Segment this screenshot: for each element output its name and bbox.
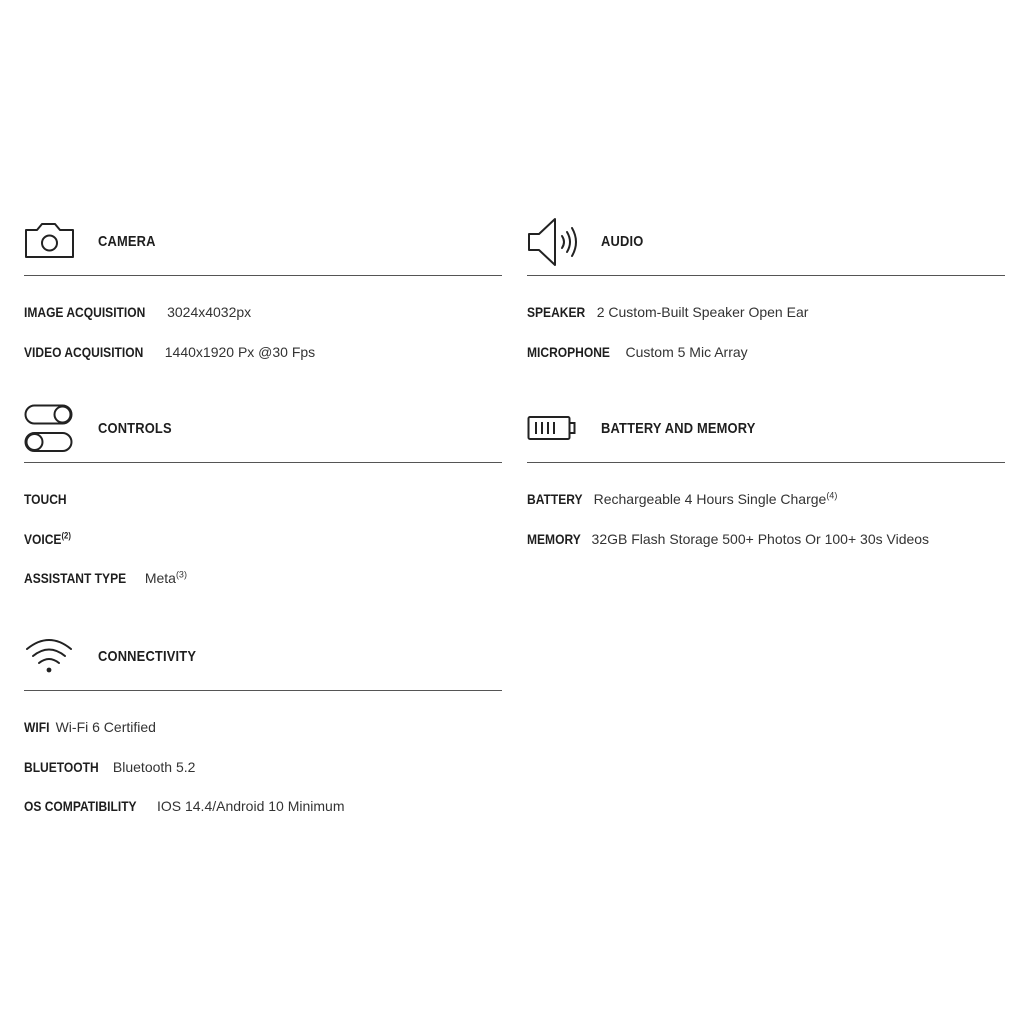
camera-icon [24, 217, 76, 267]
spec-value-text: Meta [144, 570, 176, 586]
spec-value: Bluetooth 5.2 [112, 758, 196, 775]
spec-row [24, 719, 502, 759]
spec-row [24, 491, 502, 531]
footnote-marker: (2) [61, 529, 71, 540]
spec-value: 3024x4032px [167, 304, 252, 320]
section-title: BATTERY AND MEMORY [601, 420, 756, 437]
connectivity-section [24, 632, 502, 838]
spec-value-text: Rechargeable 4 Hours Single Charge [593, 491, 827, 507]
controls-section-header [24, 404, 502, 463]
spec-label: MICROPHONE [527, 343, 610, 360]
spec-row [24, 759, 502, 799]
spec-value: Wi-Fi 6 Certified [55, 719, 156, 735]
spec-label: VIDEO ACQUISITION [24, 343, 144, 360]
spec-label: BATTERY [527, 491, 583, 507]
spec-row [24, 344, 502, 384]
spec-label: SPEAKER [527, 304, 586, 320]
spec-value: Custom 5 Mic Array [625, 343, 748, 360]
spec-value [594, 491, 838, 507]
section-title: CONTROLS [98, 420, 172, 437]
spec-row [24, 798, 502, 838]
section-title: AUDIO [601, 233, 644, 250]
controls-section [24, 404, 502, 610]
camera-section [24, 217, 502, 383]
battery-section-header [527, 404, 1005, 463]
spec-label: TOUCH [24, 491, 67, 507]
spec-row [24, 531, 502, 571]
spec-value: 1440x1920 Px @30 Fps [164, 343, 316, 360]
spec-label-text: VOICE [24, 530, 62, 547]
spec-label: ASSISTANT TYPE [24, 570, 127, 586]
battery-icon [527, 404, 579, 454]
footnote-marker: (4) [826, 490, 838, 501]
section-title: CAMERA [98, 233, 156, 250]
wifi-icon [24, 632, 76, 682]
connectivity-section-header [24, 632, 502, 691]
spec-label: IMAGE ACQUISITION [24, 304, 146, 320]
camera-section-header [24, 217, 502, 276]
audio-section [527, 217, 1005, 383]
spec-row [527, 304, 1005, 344]
spec-row [24, 304, 502, 344]
spec-value [145, 570, 187, 586]
spec-row [24, 570, 502, 610]
audio-section-header [527, 217, 1005, 276]
spec-value: 32GB Flash Storage 500+ Photos Or 100+ 30s Videos [591, 530, 930, 547]
spec-row [527, 344, 1005, 384]
spec-label: WIFI [24, 719, 50, 735]
spec-label: BLUETOOTH [24, 758, 99, 775]
battery-section [527, 404, 1005, 570]
toggle-switches-icon [24, 404, 76, 454]
spec-label: MEMORY [527, 530, 581, 547]
spec-value: 2 Custom-Built Speaker Open Ear [596, 304, 809, 320]
spec-row [527, 531, 1005, 571]
speaker-icon [527, 217, 579, 267]
spec-value: IOS 14.4/Android 10 Minimum [156, 798, 345, 814]
spec-row [527, 491, 1005, 531]
spec-label: OS COMPATIBILITY [24, 798, 137, 814]
section-title: CONNECTIVITY [98, 648, 197, 665]
footnote-marker: (3) [175, 569, 187, 580]
spec-label [24, 531, 71, 547]
